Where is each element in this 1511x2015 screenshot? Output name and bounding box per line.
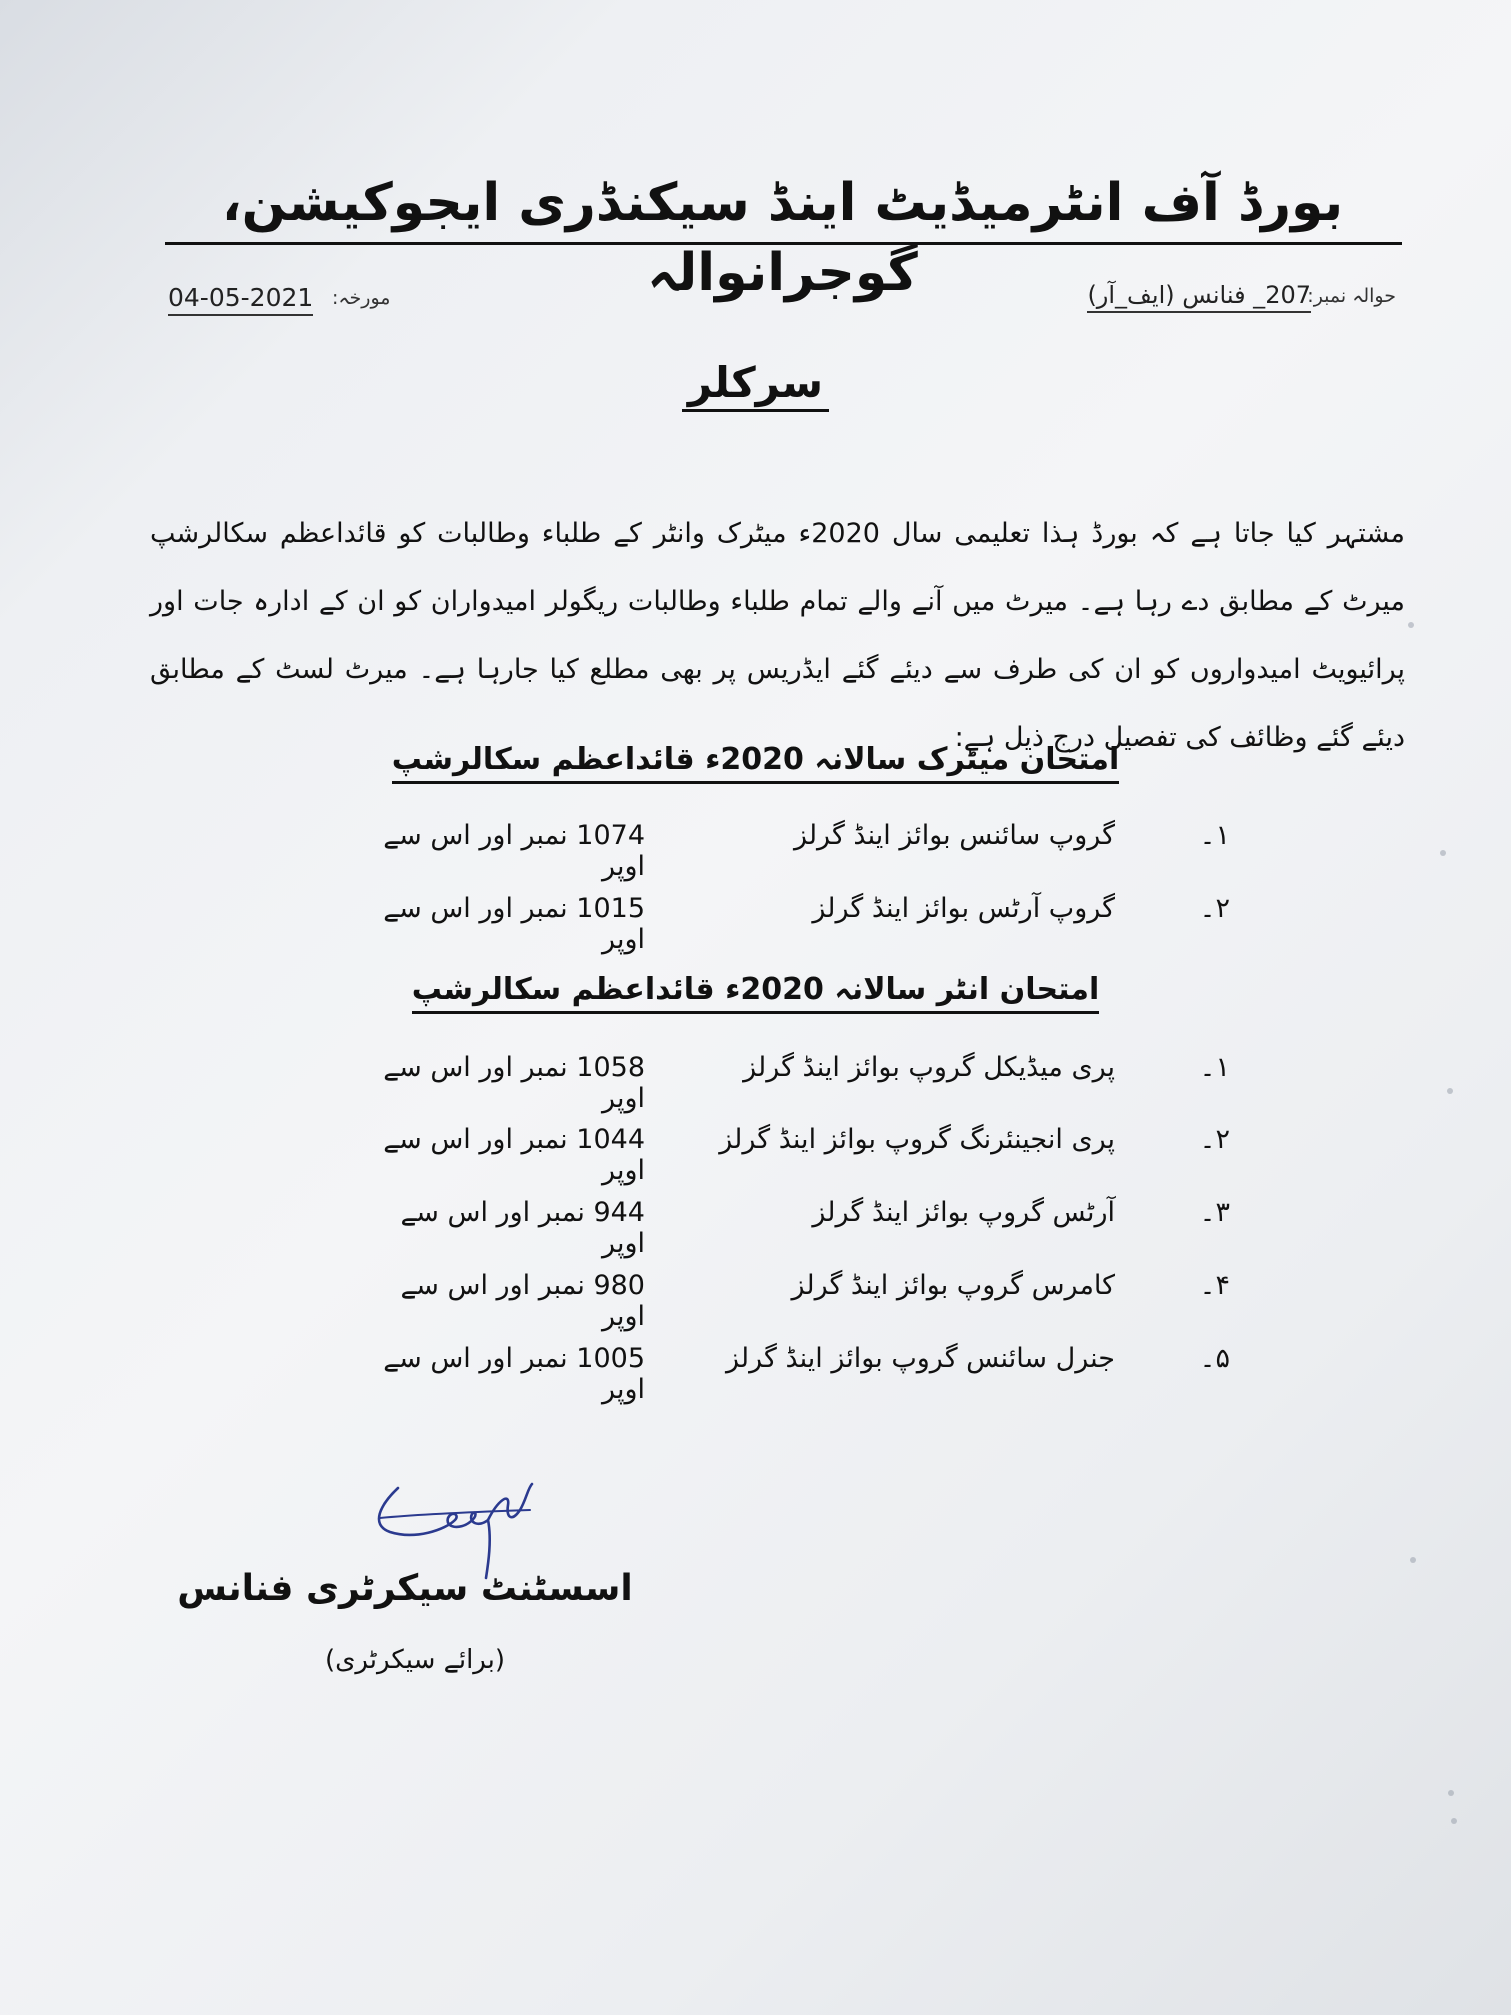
row-group: جنرل سائنس گروپ بوائز اینڈ گرلز <box>726 1343 1115 1374</box>
circular-heading-text: سرکلر <box>682 358 829 412</box>
signatory-subtitle: (برائے سیکرٹری) <box>324 1645 506 1675</box>
row-number: ۳۔ <box>1199 1197 1230 1228</box>
circular-date: 04-05-2021 <box>168 283 313 316</box>
scholarship-row <box>360 1052 1230 1114</box>
circular-heading <box>0 358 1511 407</box>
scholarship-row <box>360 1270 1230 1332</box>
row-score: 1044 نمبر اور اس سے اوپر <box>383 1124 645 1186</box>
inter-section-heading <box>0 972 1511 1007</box>
scan-speck <box>1408 622 1414 628</box>
row-group: پری میڈیکل گروپ بوائز اینڈ گرلز <box>743 1052 1115 1083</box>
row-score: 1005 نمبر اور اس سے اوپر <box>383 1343 645 1405</box>
reference-label: حوالہ نمبر: <box>1307 285 1396 307</box>
row-number: ۵۔ <box>1199 1343 1230 1374</box>
row-score: 980 نمبر اور اس سے اوپر <box>400 1270 645 1332</box>
row-group: آرٹس گروپ بوائز اینڈ گرلز <box>812 1197 1115 1228</box>
inter-section-heading-text: امتحان انٹر سالانہ 2020ء قائداعظم سکالرشپ <box>412 972 1100 1014</box>
row-score: 944 نمبر اور اس سے اوپر <box>400 1197 645 1259</box>
row-group: پری انجینئرنگ گروپ بوائز اینڈ گرلز <box>719 1124 1115 1155</box>
signatory-title: اسسٹنٹ سیکرٹری فنانس <box>177 1568 633 1609</box>
board-name-heading: بورڈ آف انٹرمیڈیٹ اینڈ سیکنڈری ایجوکیشن، گوجرانوالہ <box>221 173 1344 303</box>
scan-speck <box>1448 1790 1454 1796</box>
row-score: 1015 نمبر اور اس سے اوپر <box>383 893 645 955</box>
row-score: 1058 نمبر اور اس سے اوپر <box>383 1052 645 1114</box>
scan-speck <box>1440 850 1446 856</box>
scholarship-row <box>360 1343 1230 1405</box>
scan-speck <box>1447 1088 1453 1094</box>
row-number: ۱۔ <box>1199 820 1230 851</box>
scholarship-row <box>360 1197 1230 1259</box>
scholarship-row <box>360 820 1230 882</box>
row-group: کامرس گروپ بوائز اینڈ گرلز <box>791 1270 1115 1301</box>
scan-speck <box>1451 1818 1457 1824</box>
row-score: 1074 نمبر اور اس سے اوپر <box>383 820 645 882</box>
matric-section-heading <box>0 742 1511 777</box>
row-number: ۲۔ <box>1199 893 1230 924</box>
reference-number: 207_ فنانس (ایف_آر) <box>1087 281 1311 313</box>
title-underline <box>165 242 1402 245</box>
row-number: ۱۔ <box>1199 1052 1230 1083</box>
row-number: ۴۔ <box>1199 1270 1230 1301</box>
scholarship-row <box>360 1124 1230 1186</box>
handwritten-signature <box>360 1470 550 1580</box>
row-group: گروپ آرٹس بوائز اینڈ گرلز <box>812 893 1115 924</box>
date-label: مورخہ: <box>332 287 391 309</box>
row-number: ۲۔ <box>1199 1124 1230 1155</box>
scan-speck <box>1410 1557 1416 1563</box>
scholarship-row <box>360 893 1230 955</box>
row-group: گروپ سائنس بوائز اینڈ گرلز <box>793 820 1115 851</box>
circular-body-paragraph: مشتہر کیا جاتا ہے کہ بورڈ ہذا تعلیمی سال 2020ء میٹرک وانٹر کے طلباء وطالبات کو قائداعظم سکالرشپ میرٹ کے مطابق دے رہا ہے۔ میرٹ میں آنے والے تمام طلباء وطالبات ریگولر امیدواران کو ان کے ادارہ جات اور پرائیویٹ امیدواروں کو ان کی طرف سے دیئے گئے ایڈریس پر بھی مطلع کیا جارہا ہے۔ میرٹ لسٹ کے مطابق دیئے گئے وظائف کی تفصیل درج ذیل ہے: <box>150 518 1405 753</box>
matric-section-heading-text: امتحان میٹرک سالانہ 2020ء قائداعظم سکالرشپ <box>392 742 1119 784</box>
